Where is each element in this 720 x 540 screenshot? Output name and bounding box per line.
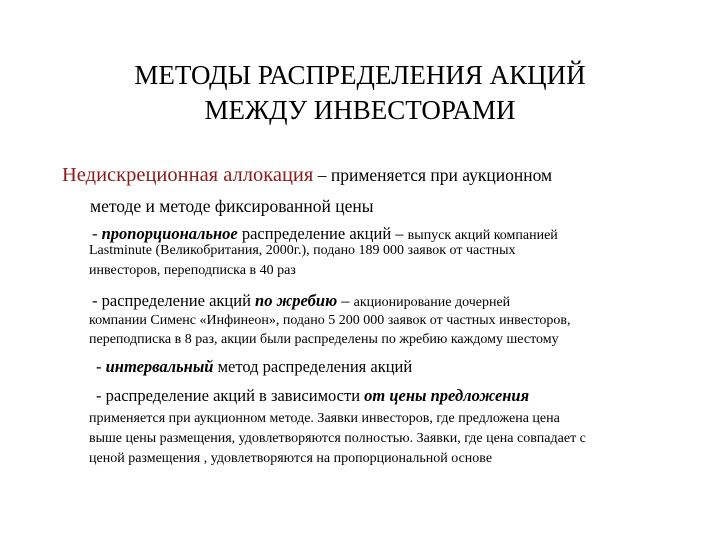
item-lottery-line-3: переподписка в 8 раз, акции были распределены по жребию каждому шестому [89, 332, 559, 347]
item-text: метод распределения акций [213, 357, 413, 376]
item-price-dependent [96, 386, 529, 406]
heading-rest: – применяется при аукционном [313, 165, 553, 185]
item-small-text: выпуск акций компанией [407, 228, 558, 243]
item-prefix: - распределение акций в зависимости [96, 386, 365, 405]
title-line-1: МЕТОДЫ РАСПРЕДЕЛЕНИЯ АКЦИЙ [134, 60, 586, 90]
heading-line-2: методе и методе фиксированной цены [90, 196, 374, 216]
item-proportional-line-2: Lastminute (Великобритания, 2000г.), подано 189 000 заявок от частных [89, 243, 516, 258]
item-prefix: - [96, 357, 106, 376]
item-emphasis: от цены предложения [364, 386, 530, 405]
item-proportional-line-3: инвесторов, переподписка в 40 раз [89, 263, 296, 278]
item-emphasis: по жребию [255, 291, 338, 310]
item-emphasis: интервальный [105, 357, 214, 376]
item-lottery-line-2: компании Сименс «Инфинеон», подано 5 200 000 заявок от частных инвесторов, [89, 313, 571, 328]
heading-line [62, 164, 552, 187]
item-emphasis: пропорциональное [101, 224, 238, 243]
item-text: распределение акций – [237, 224, 408, 243]
item-lottery [92, 291, 510, 311]
item-price-dependent-line-3: выше цены размещения, удовлетворяются полностью. Заявки, где цена совпадает с [89, 431, 586, 446]
item-price-dependent-line-4: ценой размещения , удовлетворяются на пропорциональной основе [89, 451, 493, 466]
item-small-text: акционирование дочерней [353, 295, 511, 310]
title-line-2: МЕЖДУ ИНВЕСТОРАМИ [204, 95, 516, 125]
page-title [60, 58, 660, 128]
item-prefix: - [92, 224, 102, 243]
item-price-dependent-line-2: применяется при аукционном методе. Заявки инвесторов, где предложена цена [89, 411, 560, 426]
item-proportional [92, 224, 558, 244]
item-prefix: - распределение акций [92, 291, 256, 310]
item-text: – [337, 291, 354, 310]
item-interval [96, 357, 412, 377]
heading-term: Недискреционная аллокация [62, 164, 314, 186]
